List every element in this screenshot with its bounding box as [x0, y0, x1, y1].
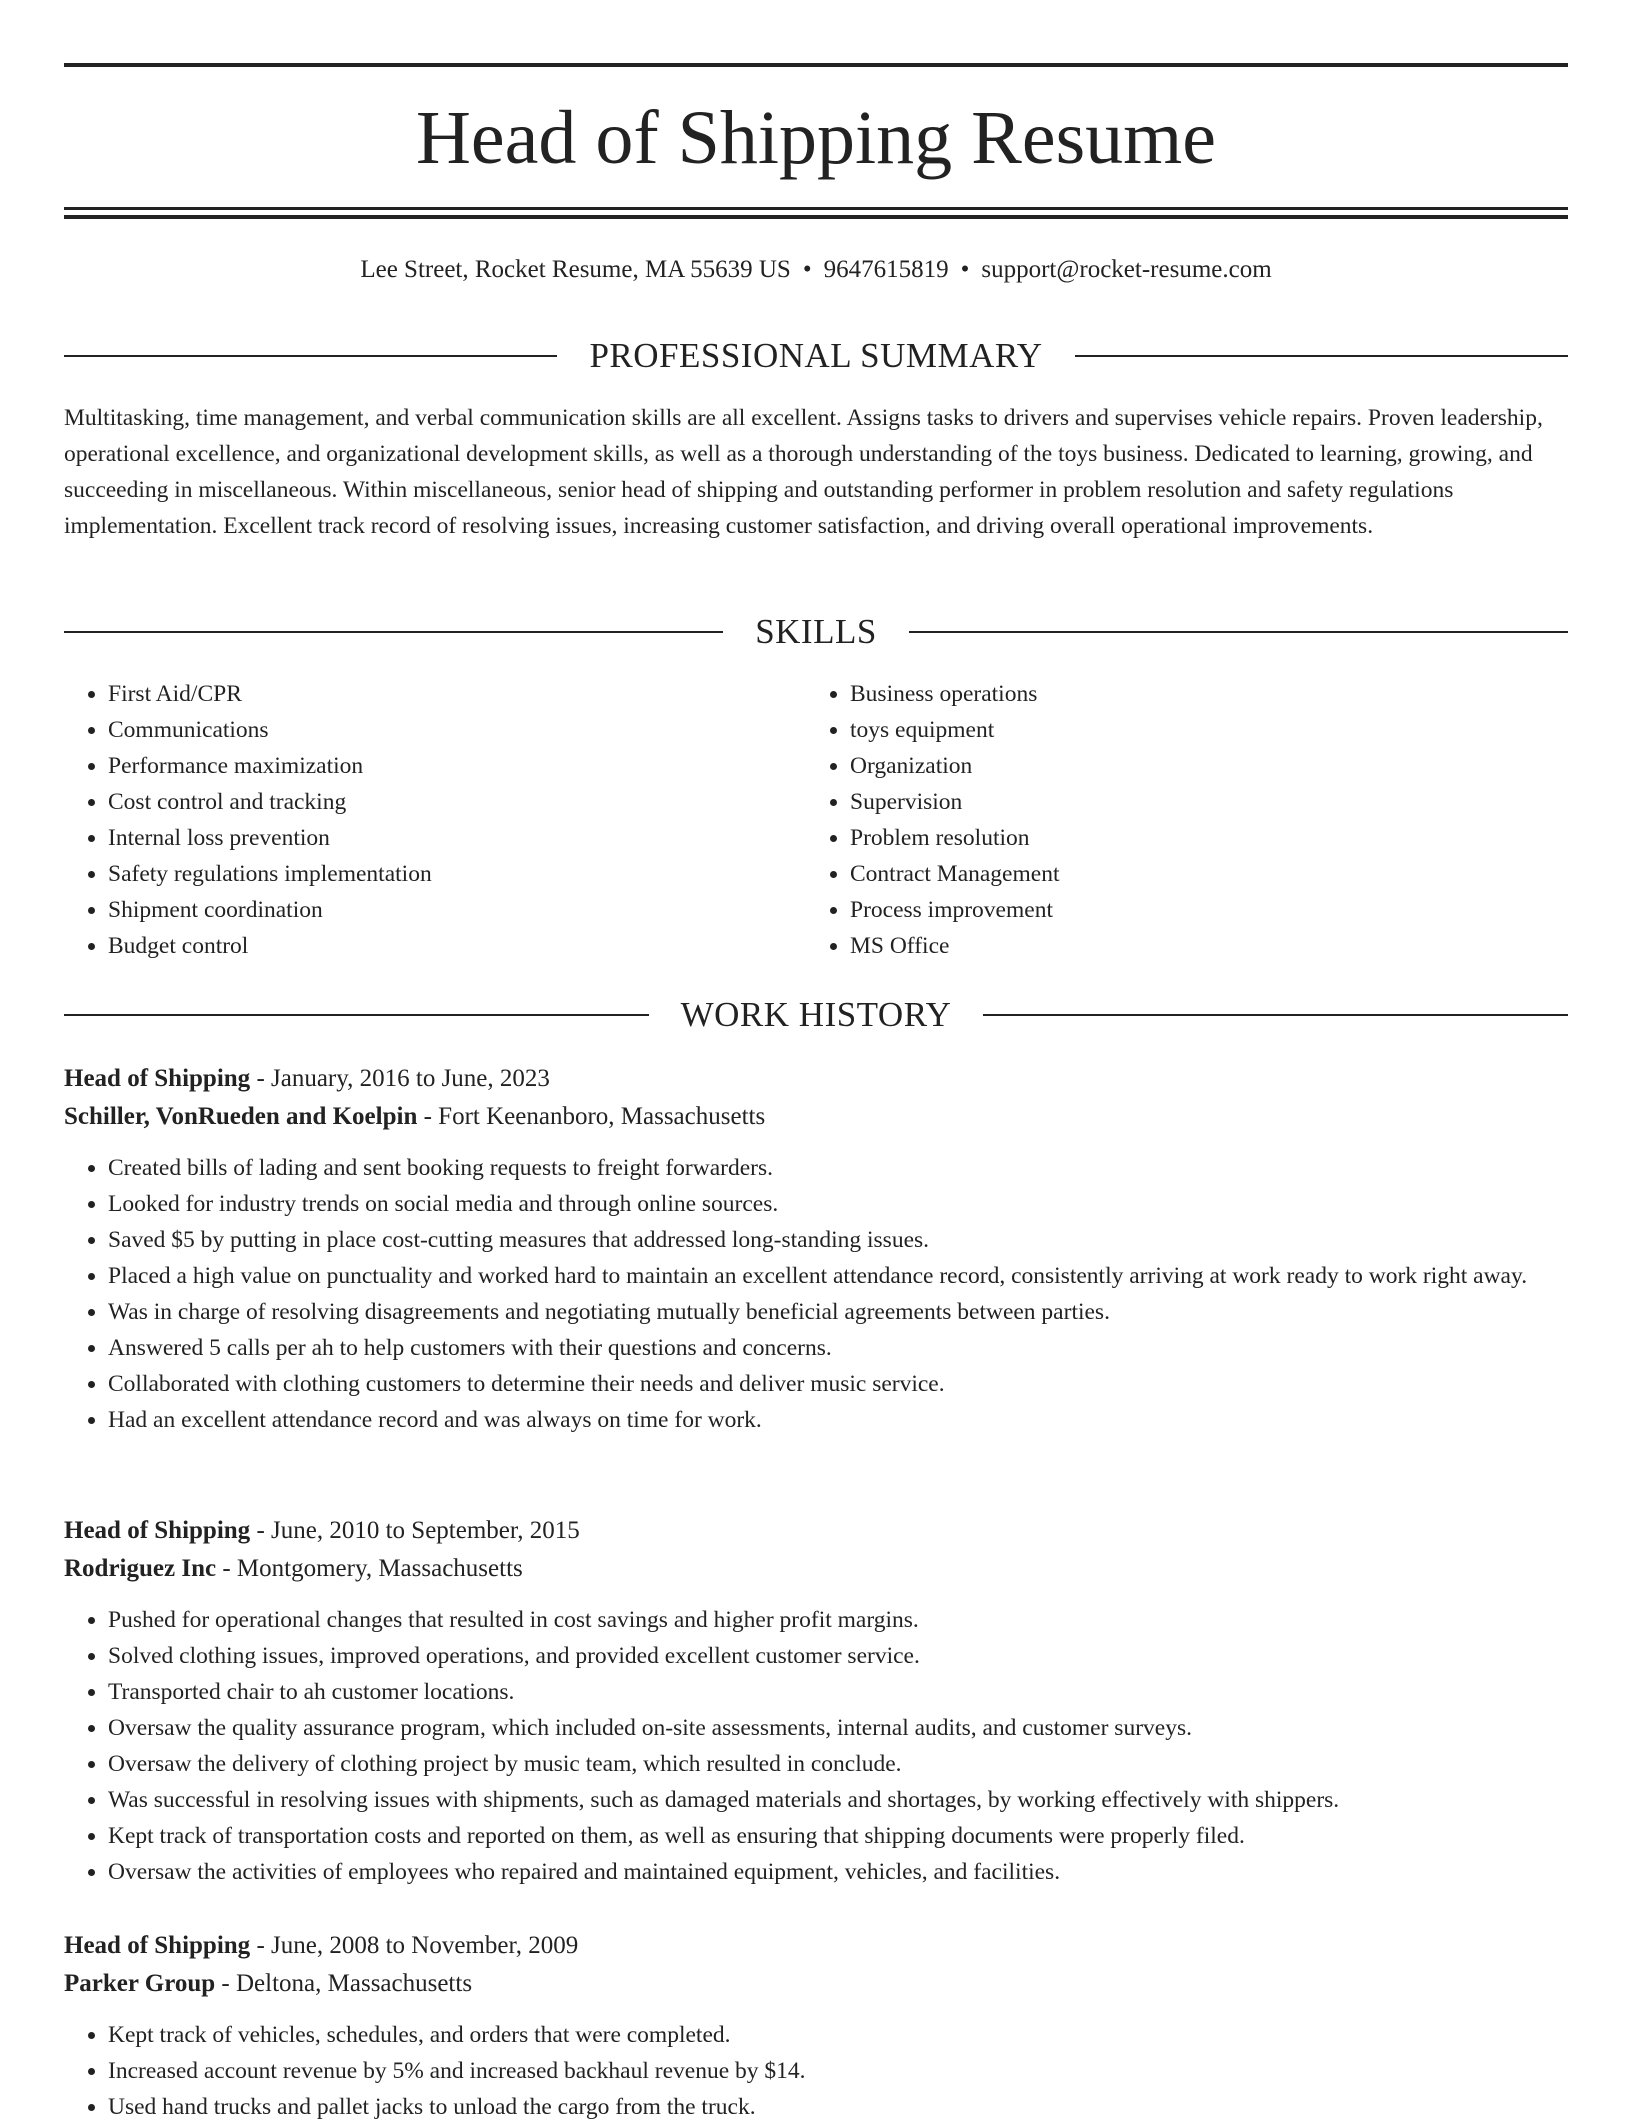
skill-item: • Problem resolution — [850, 820, 1548, 856]
job-bullet: • Kept track of transportation costs and reported on them, as well as ensuring that shipping documents were properly filed. — [108, 1818, 1568, 1854]
job-bullet: • Oversaw the quality assurance program, which included on-site assessments, internal audits, and customer surveys. — [108, 1710, 1568, 1746]
job-bullet: • Collaborated with clothing customers to determine their needs and deliver music service. — [108, 1366, 1568, 1402]
contact-address: Lee Street, Rocket Resume, MA 55639 US — [360, 256, 791, 283]
contact-phone: 9647615819 — [823, 256, 949, 283]
job-title-line — [64, 1927, 1568, 1965]
skill-item: • toys equipment — [850, 712, 1548, 748]
job-title: Head of Shipping — [64, 1065, 251, 1092]
top-rule — [64, 63, 1568, 67]
title-double-rule-upper — [64, 207, 1568, 210]
job-dates: - January, 2016 to June, 2023 — [250, 1065, 550, 1092]
job-bullet: • Oversaw the activities of employees who repaired and maintained equipment, vehicles, and facilities. — [108, 1854, 1568, 1890]
job-bullet: • Used hand trucks and pallet jacks to unload the cargo from the truck. — [108, 2089, 1568, 2125]
job-title: Head of Shipping — [64, 1932, 251, 1959]
skill-item: • Budget control — [108, 928, 806, 964]
job-bullets — [64, 1602, 1568, 1890]
job-bullet: • Created bills of lading and sent booking requests to freight forwarders. — [108, 1150, 1568, 1186]
job-bullet: • Kept track of vehicles, schedules, and orders that were completed. — [108, 2017, 1568, 2053]
job-bullets — [64, 2017, 1568, 2125]
job-company: Rodriguez Inc — [64, 1555, 217, 1582]
page-title: Head of Shipping Resume — [415, 96, 1216, 180]
skill-item: • Shipment coordination — [108, 892, 806, 928]
skill-item: • Organization — [850, 748, 1548, 784]
job-bullet: • Had an excellent attendance record and was always on time for work. — [108, 1402, 1568, 1438]
heading-rule-right — [1075, 355, 1568, 357]
job-bullet: • Saved $5 by putting in place cost-cutting measures that addressed long-standing issues. — [108, 1222, 1568, 1258]
job-title-line — [64, 1060, 1568, 1098]
job-entry — [64, 1512, 1568, 1890]
skill-item: • Contract Management — [850, 856, 1548, 892]
skill-item: • Process improvement — [850, 892, 1548, 928]
job-entry — [64, 1060, 1568, 1438]
job-title-line — [64, 1512, 1568, 1550]
job-title: Head of Shipping — [64, 1517, 251, 1544]
job-bullet: • Pushed for operational changes that resulted in cost savings and higher profit margins. — [108, 1602, 1568, 1638]
job-bullet: • Oversaw the delivery of clothing project by music team, which resulted in conclude. — [108, 1746, 1568, 1782]
skill-item: • MS Office — [850, 928, 1548, 964]
skills-column-right — [806, 676, 1548, 964]
heading-rule-right — [909, 631, 1568, 633]
heading-rule-left — [64, 1014, 649, 1016]
job-entry — [64, 1927, 1568, 2125]
skills-list — [64, 676, 1568, 964]
skill-item: • Performance maximization — [108, 748, 806, 784]
job-location: - Montgomery, Massachusetts — [216, 1555, 523, 1582]
work-history-heading — [64, 993, 1568, 1037]
contact-separator: • — [802, 256, 812, 283]
job-company-line — [64, 1098, 1568, 1136]
skill-item: • Cost control and tracking — [108, 784, 806, 820]
contact-line — [0, 252, 1632, 288]
job-bullet: • Increased account revenue by 5% and increased backhaul revenue by $14. — [108, 2053, 1568, 2089]
job-dates: - June, 2010 to September, 2015 — [250, 1517, 580, 1544]
skill-item: • Internal loss prevention — [108, 820, 806, 856]
job-bullet: • Transported chair to ah customer locations. — [108, 1674, 1568, 1710]
summary-text: Multitasking, time management, and verbal communication skills are all excellent. Assigns tasks to drivers and supervises vehicle repairs. Proven leadership, operational excellence, and organizational development skills, as well as a thorough understanding of the toys business. Dedicated to learning, growing, and succeeding in miscellaneous. Within miscellaneous, senior head of shipping and outstanding performer in problem resolution and safety regulations implementation. Excellent track record of resolving issues, increasing customer satisfaction, and driving overall operational improvements. — [64, 405, 1543, 539]
job-bullet: • Was successful in resolving issues with shipments, such as damaged materials and shortages, by working effectively with shippers. — [108, 1782, 1568, 1818]
job-location: - Deltona, Massachusetts — [215, 1970, 473, 1997]
summary-heading — [64, 334, 1568, 378]
heading-rule-right — [983, 1014, 1568, 1016]
job-bullet: • Looked for industry trends on social media and through online sources. — [108, 1186, 1568, 1222]
heading-rule-left — [64, 355, 557, 357]
job-bullet: • Placed a high value on punctuality and worked hard to maintain an excellent attendance record, consistently arriving at work ready to work right away. — [108, 1258, 1568, 1294]
job-company: Parker Group — [64, 1970, 216, 1997]
summary-heading-label: PROFESSIONAL SUMMARY — [589, 336, 1043, 375]
job-bullet: • Was in charge of resolving disagreements and negotiating mutually beneficial agreements between parties. — [108, 1294, 1568, 1330]
job-company-line — [64, 1550, 1568, 1588]
skill-item: • Communications — [108, 712, 806, 748]
skills-heading-label: SKILLS — [755, 612, 877, 651]
skill-item: • Safety regulations implementation — [108, 856, 806, 892]
job-bullet: • Answered 5 calls per ah to help customers with their questions and concerns. — [108, 1330, 1568, 1366]
skills-heading — [64, 610, 1568, 654]
contact-separator: • — [960, 256, 970, 283]
job-bullets — [64, 1150, 1568, 1438]
job-bullet: • Solved clothing issues, improved operations, and provided excellent customer service. — [108, 1638, 1568, 1674]
job-company: Schiller, VonRueden and Koelpin — [64, 1103, 418, 1130]
skills-column-left — [64, 676, 806, 964]
contact-email: support@rocket-resume.com — [981, 256, 1272, 283]
job-company-line — [64, 1965, 1568, 2003]
title-double-rule-lower — [64, 215, 1568, 219]
work-history-heading-label: WORK HISTORY — [680, 995, 952, 1034]
heading-rule-left — [64, 631, 723, 633]
job-location: - Fort Keenanboro, Massachusetts — [417, 1103, 766, 1130]
skill-item: • Supervision — [850, 784, 1548, 820]
skill-item: • Business operations — [850, 676, 1548, 712]
skill-item: • First Aid/CPR — [108, 676, 806, 712]
job-dates: - June, 2008 to November, 2009 — [250, 1932, 579, 1959]
